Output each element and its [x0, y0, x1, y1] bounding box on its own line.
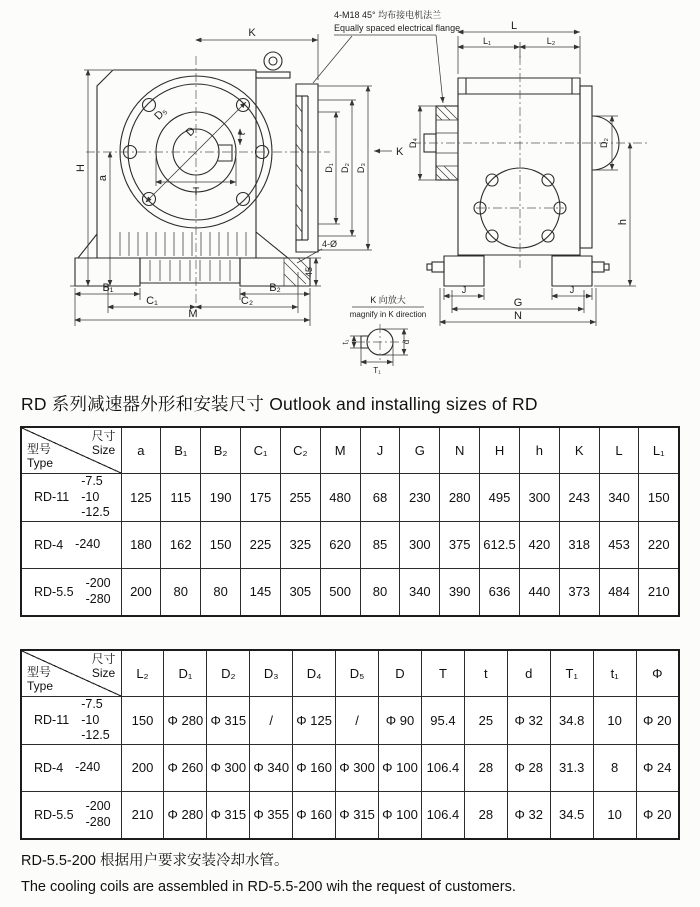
- value-cell: Φ 280: [164, 696, 207, 744]
- column-header: D₄: [293, 650, 336, 697]
- model-wrap: [22, 697, 121, 744]
- side-view: [408, 20, 650, 326]
- value-cell: 200: [121, 568, 161, 616]
- note-cn: RD-5.5-200 根据用户要求安装冷却水管。: [21, 852, 289, 869]
- model-cell: [21, 744, 121, 791]
- dim-label-h: h: [617, 218, 629, 226]
- value-cell: 180: [121, 521, 161, 568]
- value-cell: /: [250, 696, 293, 744]
- value-cell: 373: [559, 568, 599, 616]
- model-variants: [81, 474, 110, 521]
- model-variant: -7.5: [81, 696, 103, 711]
- model-cell: [21, 696, 121, 744]
- column-header: T: [421, 650, 464, 697]
- value-cell: 280: [440, 474, 480, 522]
- model-wrap: [22, 576, 121, 607]
- column-header: C₁: [241, 427, 281, 474]
- value-cell: 115: [161, 474, 201, 522]
- model-variants: [86, 799, 111, 830]
- table-row: [21, 696, 679, 744]
- dim-label-d3: D₃: [356, 162, 366, 174]
- size-label: [91, 653, 115, 681]
- column-header: L₁: [639, 427, 679, 474]
- dim-label-t1: t₁: [341, 339, 350, 345]
- model-variants: [81, 697, 110, 744]
- value-cell: Φ 160: [293, 744, 336, 791]
- value-cell: 150: [639, 474, 679, 522]
- value-cell: 420: [519, 521, 559, 568]
- model-variant: -12.5: [81, 505, 110, 520]
- column-header: K: [559, 427, 599, 474]
- size-label: [91, 430, 115, 458]
- value-cell: 220: [639, 521, 679, 568]
- column-header: D₅: [336, 650, 379, 697]
- column-header: C₂: [280, 427, 320, 474]
- column-header: t₁: [593, 650, 636, 697]
- type-label: [27, 666, 53, 694]
- dim-label-d4: D₄: [408, 137, 418, 149]
- value-cell: 34.8: [550, 696, 593, 744]
- column-header: N: [440, 427, 480, 474]
- column-header: M: [320, 427, 360, 474]
- value-cell: Φ 20: [636, 791, 679, 839]
- value-cell: Φ 260: [164, 744, 207, 791]
- value-cell: 612.5: [480, 521, 520, 568]
- table-corner-cell: [21, 650, 121, 697]
- model-variant: -200: [85, 576, 111, 591]
- dim-label-a: a: [97, 174, 109, 182]
- value-cell: 28: [464, 744, 507, 791]
- table-row: [21, 521, 679, 568]
- value-cell: Φ 315: [207, 696, 250, 744]
- model-variant: -10: [81, 712, 100, 727]
- value-cell: 85: [360, 521, 400, 568]
- model-name: RD-4: [34, 760, 64, 775]
- value-cell: Φ 315: [336, 791, 379, 839]
- type-label-cn: 型号: [27, 442, 52, 457]
- column-header: T₁: [550, 650, 593, 697]
- value-cell: 225: [241, 521, 281, 568]
- k-direction-detail: [341, 294, 426, 375]
- value-cell: 495: [480, 474, 520, 522]
- value-cell: 318: [559, 521, 599, 568]
- column-header: J: [360, 427, 400, 474]
- dim-label-h-cap: H: [75, 164, 87, 172]
- front-view: [70, 27, 337, 326]
- value-cell: 340: [599, 474, 639, 522]
- value-cell: 80: [201, 568, 241, 616]
- dim-label-n: N: [514, 310, 522, 322]
- value-cell: Φ 125: [293, 696, 336, 744]
- value-cell: Φ 355: [250, 791, 293, 839]
- column-header: t: [464, 650, 507, 697]
- detail-title-cn: K 向放大: [370, 295, 406, 305]
- detail-title-en: magnify in K direction: [349, 310, 427, 319]
- model-cell: [21, 791, 121, 839]
- value-cell: 210: [639, 568, 679, 616]
- dim-label-c2: C₂: [240, 295, 254, 307]
- column-header: a: [121, 427, 161, 474]
- value-cell: 305: [280, 568, 320, 616]
- technical-drawing: [20, 0, 680, 378]
- value-cell: Φ 340: [250, 744, 293, 791]
- value-cell: 300: [519, 474, 559, 522]
- column-header: G: [400, 427, 440, 474]
- dim-label-t-cap: T: [192, 186, 200, 198]
- value-cell: 145: [241, 568, 281, 616]
- dim-label-d-shaft: d: [402, 339, 411, 345]
- model-variant: -240: [75, 759, 101, 774]
- model-cell: [21, 474, 121, 522]
- dim-label-m: M: [188, 308, 198, 320]
- size-label-cn: 尺寸: [91, 429, 116, 443]
- value-cell: Φ 315: [207, 791, 250, 839]
- value-cell: Φ 100: [379, 791, 422, 839]
- value-cell: Φ 300: [207, 744, 250, 791]
- value-cell: 255: [280, 474, 320, 522]
- value-cell: 500: [320, 568, 360, 616]
- dim-label-l2: L₂: [546, 36, 556, 46]
- value-cell: 106.4: [421, 744, 464, 791]
- model-variants: [75, 760, 100, 776]
- model-variant: -240: [75, 537, 101, 552]
- value-cell: 80: [161, 568, 201, 616]
- table-row: [21, 791, 679, 839]
- type-label-cn: 型号: [27, 665, 52, 680]
- value-cell: 106.4: [421, 791, 464, 839]
- dim-label-d1: D₁: [324, 163, 334, 173]
- value-cell: 325: [280, 521, 320, 568]
- model-cell: [21, 521, 121, 568]
- eyebolt-icon: [256, 52, 290, 78]
- value-cell: 480: [320, 474, 360, 522]
- value-cell: Φ 24: [636, 744, 679, 791]
- model-variant: -280: [85, 591, 111, 606]
- dim-label-k: K: [248, 27, 256, 39]
- dim-label-j-right: J: [569, 285, 575, 295]
- value-cell: Φ 300: [336, 744, 379, 791]
- column-header: D₁: [164, 650, 207, 697]
- value-cell: 636: [480, 568, 520, 616]
- column-header: L₂: [121, 650, 164, 697]
- value-cell: 10: [593, 791, 636, 839]
- size-label-en: Size: [91, 665, 116, 680]
- column-header: D: [379, 650, 422, 697]
- model-variant: -12.5: [81, 728, 110, 743]
- value-cell: 175: [241, 474, 281, 522]
- dim-label-c1: C₁: [146, 295, 158, 307]
- size-label-en: Size: [91, 442, 116, 457]
- value-cell: 10: [593, 696, 636, 744]
- model-variants: [75, 537, 100, 553]
- annotation-line2: Equally spaced electrical flange: [334, 23, 461, 33]
- model-variant: -280: [85, 814, 111, 829]
- value-cell: 484: [599, 568, 639, 616]
- page-title: RD 系列减速器外形和安装尺寸 Outlook and installing sizes of RD: [21, 394, 538, 414]
- dim-label-d2-side: D₂: [599, 138, 609, 148]
- value-cell: 200: [121, 744, 164, 791]
- column-header: H: [480, 427, 520, 474]
- value-cell: 125: [121, 474, 161, 522]
- dim-label-t1-cap: T₁: [373, 366, 381, 375]
- column-header: B₁: [161, 427, 201, 474]
- flange-annotation: [313, 9, 460, 103]
- value-cell: /: [336, 696, 379, 744]
- value-cell: 390: [440, 568, 480, 616]
- header-row: [21, 427, 679, 474]
- model-variant: -200: [85, 799, 111, 814]
- model-wrap: [22, 474, 121, 521]
- type-label-en: Type: [27, 679, 54, 694]
- column-header: D₂: [207, 650, 250, 697]
- value-cell: Φ 32: [507, 791, 550, 839]
- value-cell: 243: [559, 474, 599, 522]
- view-direction-k-label: K: [396, 146, 404, 158]
- model-name: RD-11: [34, 490, 70, 505]
- model-name: RD-11: [34, 713, 70, 728]
- model-variants: [86, 576, 111, 607]
- cooling-fins: [120, 232, 246, 256]
- dim-label-4holes: 4-Ø: [322, 239, 338, 249]
- column-header: Φ: [636, 650, 679, 697]
- value-cell: Φ 280: [164, 791, 207, 839]
- annotation-line1: 4-M18 45° 均布接电机法兰: [334, 10, 442, 20]
- dim-label-d5: D₅: [152, 105, 170, 123]
- dim-label-b1: B₁: [102, 282, 114, 294]
- value-cell: 440: [519, 568, 559, 616]
- value-cell: 25: [464, 696, 507, 744]
- column-header: h: [519, 427, 559, 474]
- value-cell: Φ 100: [379, 744, 422, 791]
- header-row: [21, 650, 679, 697]
- value-cell: Φ 20: [636, 696, 679, 744]
- flange-profile-view: [296, 84, 404, 252]
- model-wrap: [22, 799, 121, 830]
- model-name: RD-5.5: [34, 584, 74, 599]
- table-row: [21, 568, 679, 616]
- dim-label-j-left: J: [461, 285, 467, 295]
- value-cell: 150: [121, 696, 164, 744]
- dim-label-l1: L₁: [482, 36, 492, 46]
- value-cell: Φ 28: [507, 744, 550, 791]
- value-cell: 210: [121, 791, 164, 839]
- size-label-cn: 尺寸: [91, 651, 116, 666]
- column-header: D₃: [250, 650, 293, 697]
- value-cell: 95.4: [421, 696, 464, 744]
- value-cell: 230: [400, 474, 440, 522]
- column-header: L: [599, 427, 639, 474]
- value-cell: Φ 160: [293, 791, 336, 839]
- outline-dimension-table: [20, 426, 680, 617]
- value-cell: 150: [201, 521, 241, 568]
- value-cell: 340: [400, 568, 440, 616]
- type-label: [27, 443, 53, 471]
- model-wrap: [22, 537, 121, 553]
- column-header: d: [507, 650, 550, 697]
- model-wrap: [22, 760, 121, 776]
- value-cell: 31.3: [550, 744, 593, 791]
- dim-label-b2: B₂: [269, 282, 281, 294]
- table-corner-cell: [21, 427, 121, 474]
- value-cell: 620: [320, 521, 360, 568]
- value-cell: 375: [440, 521, 480, 568]
- model-name: RD-4: [34, 537, 64, 552]
- dim-label-45: 45: [304, 266, 314, 278]
- dim-label-g: G: [513, 297, 523, 309]
- model-name: RD-5.5: [34, 807, 74, 822]
- column-header: B₂: [201, 427, 241, 474]
- note-en: The cooling coils are assembled in RD-5.5-200 wih the request of customers.: [21, 878, 516, 895]
- value-cell: 190: [201, 474, 241, 522]
- value-cell: Φ 90: [379, 696, 422, 744]
- value-cell: 162: [161, 521, 201, 568]
- model-variant: -10: [81, 489, 100, 504]
- value-cell: Φ 32: [507, 696, 550, 744]
- value-cell: 8: [593, 744, 636, 791]
- model-cell: [21, 568, 121, 616]
- type-label-en: Type: [27, 456, 54, 471]
- value-cell: 453: [599, 521, 639, 568]
- dim-label-l: L: [510, 20, 518, 32]
- value-cell: 300: [400, 521, 440, 568]
- dim-label-d: D: [183, 124, 198, 139]
- shaft-dimension-table: [20, 649, 680, 840]
- model-variant: -7.5: [81, 474, 103, 488]
- table-row: [21, 744, 679, 791]
- value-cell: 80: [360, 568, 400, 616]
- value-cell: 28: [464, 791, 507, 839]
- value-cell: 68: [360, 474, 400, 522]
- value-cell: 34.5: [550, 791, 593, 839]
- table-row: [21, 474, 679, 522]
- dim-label-d2: D₂: [340, 163, 350, 173]
- dim-label-t: t: [237, 132, 247, 136]
